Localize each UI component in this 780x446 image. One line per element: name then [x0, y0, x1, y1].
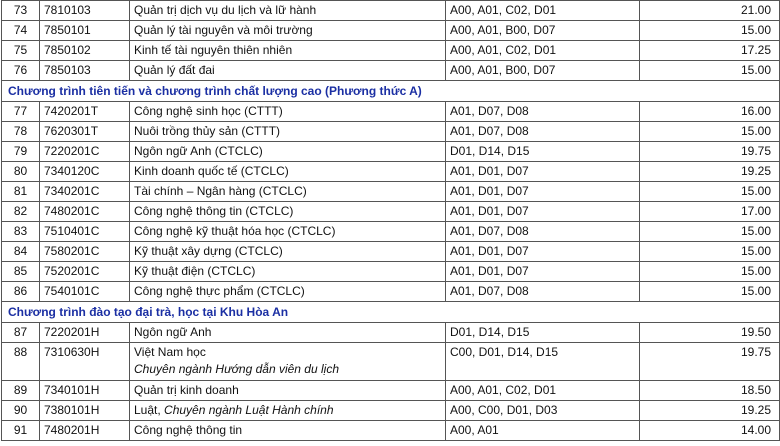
- major-name-cell: [130, 401, 446, 421]
- subject-combos: A01, D01, D07: [446, 242, 640, 262]
- major-code: 7420201T: [40, 102, 130, 122]
- cutoff-score: 19.75: [640, 142, 780, 162]
- major-name: Kinh tế tài nguyên thiên nhiên: [130, 41, 446, 61]
- major-code: 7340120C: [40, 162, 130, 182]
- subject-combos: A01, D01, D07: [446, 202, 640, 222]
- specialization-note: Chuyên ngành Hướng dẫn viên du lịch: [134, 362, 339, 376]
- major-code: 7520201C: [40, 262, 130, 282]
- subject-combos: A00, A01, B00, D07: [446, 21, 640, 41]
- major-name: Công nghệ sinh học (CTTT): [130, 102, 446, 122]
- cutoff-score: 15.00: [640, 262, 780, 282]
- major-name: Công nghệ thông tin: [130, 421, 446, 441]
- major-code: 7220201C: [40, 142, 130, 162]
- table-row: [2, 323, 780, 343]
- cutoff-score: 17.00: [640, 202, 780, 222]
- major-name: Luật,: [134, 403, 165, 417]
- major-name: Nuôi trồng thủy sản (CTTT): [130, 122, 446, 142]
- row-number: 82: [2, 202, 40, 222]
- major-code: 7810103: [40, 1, 130, 21]
- table-row: [2, 381, 780, 401]
- subject-combos: A01, D01, D07: [446, 262, 640, 282]
- section-header-row: [2, 302, 780, 323]
- row-number: 79: [2, 142, 40, 162]
- table-row: [2, 202, 780, 222]
- row-number: 74: [2, 21, 40, 41]
- major-code: 7340101H: [40, 381, 130, 401]
- row-number: 84: [2, 242, 40, 262]
- subject-combos: A00, A01, C02, D01: [446, 41, 640, 61]
- cutoff-score: 19.25: [640, 162, 780, 182]
- table-row: [2, 41, 780, 61]
- major-name: Ngôn ngữ Anh: [130, 323, 446, 343]
- subject-combos: A00, A01: [446, 421, 640, 441]
- major-code: 7850103: [40, 61, 130, 81]
- section-title: Chương trình đào tạo đại trà, học tại Khu Hòa An: [2, 302, 780, 323]
- cutoff-score: 15.00: [640, 282, 780, 302]
- major-code: 7340201C: [40, 182, 130, 202]
- subject-combos: A00, C00, D01, D03: [446, 401, 640, 421]
- row-number: 91: [2, 421, 40, 441]
- table-row: [2, 21, 780, 41]
- row-number: 83: [2, 222, 40, 242]
- major-code: 7540101C: [40, 282, 130, 302]
- major-code: 7310630H: [40, 343, 130, 381]
- major-name: Kỹ thuật điện (CTCLC): [130, 262, 446, 282]
- subject-combos: D01, D14, D15: [446, 323, 640, 343]
- major-code: 7380101H: [40, 401, 130, 421]
- row-number: 88: [2, 343, 40, 381]
- major-name: Công nghệ thực phẩm (CTCLC): [130, 282, 446, 302]
- cutoff-score: 15.00: [640, 61, 780, 81]
- table-row: [2, 61, 780, 81]
- table-row: [2, 242, 780, 262]
- major-name: Quản lý tài nguyên và môi trường: [130, 21, 446, 41]
- row-number: 89: [2, 381, 40, 401]
- table-row: [2, 282, 780, 302]
- cutoff-score: 21.00: [640, 1, 780, 21]
- major-code: 7220201H: [40, 323, 130, 343]
- major-name: Công nghệ thông tin (CTCLC): [130, 202, 446, 222]
- table-row: [2, 102, 780, 122]
- major-name: Việt Nam học: [134, 345, 206, 359]
- subject-combos: A01, D07, D08: [446, 282, 640, 302]
- row-number: 81: [2, 182, 40, 202]
- cutoff-score: 15.00: [640, 182, 780, 202]
- cutoff-score: 19.25: [640, 401, 780, 421]
- cutoff-score: 19.50: [640, 323, 780, 343]
- major-name: Quản lý đất đai: [130, 61, 446, 81]
- major-code: 7510401C: [40, 222, 130, 242]
- admission-score-table: [1, 0, 780, 441]
- cutoff-score: 19.75: [640, 343, 780, 381]
- table-row: [2, 343, 780, 381]
- row-number: 86: [2, 282, 40, 302]
- cutoff-score: 15.00: [640, 21, 780, 41]
- table-row: [2, 421, 780, 441]
- subject-combos: D01, D14, D15: [446, 142, 640, 162]
- major-code: 7850101: [40, 21, 130, 41]
- row-number: 85: [2, 262, 40, 282]
- subject-combos: A00, A01, B00, D07: [446, 61, 640, 81]
- major-name: Kỹ thuật xây dựng (CTCLC): [130, 242, 446, 262]
- table-row: [2, 401, 780, 421]
- major-name: Quản trị dịch vụ du lịch và lữ hành: [130, 1, 446, 21]
- table-row: [2, 262, 780, 282]
- subject-combos: C00, D01, D14, D15: [446, 343, 640, 381]
- cutoff-score: 15.00: [640, 222, 780, 242]
- major-name: Kinh doanh quốc tế (CTCLC): [130, 162, 446, 182]
- major-code: 7480201H: [40, 421, 130, 441]
- subject-combos: A00, A01, C02, D01: [446, 1, 640, 21]
- cutoff-score: 15.00: [640, 242, 780, 262]
- table-row: [2, 1, 780, 21]
- row-number: 80: [2, 162, 40, 182]
- subject-combos: A01, D01, D07: [446, 162, 640, 182]
- specialization-note: Chuyên ngành Luật Hành chính: [164, 403, 334, 417]
- table-row: [2, 142, 780, 162]
- row-number: 73: [2, 1, 40, 21]
- major-code: 7850102: [40, 41, 130, 61]
- major-name-cell: [130, 343, 446, 381]
- major-name: Ngôn ngữ Anh (CTCLC): [130, 142, 446, 162]
- major-code: 7480201C: [40, 202, 130, 222]
- row-number: 75: [2, 41, 40, 61]
- cutoff-score: 14.00: [640, 421, 780, 441]
- row-number: 76: [2, 61, 40, 81]
- cutoff-score: 16.00: [640, 102, 780, 122]
- major-name: Tài chính – Ngân hàng (CTCLC): [130, 182, 446, 202]
- table-row: [2, 222, 780, 242]
- row-number: 78: [2, 122, 40, 142]
- table-row: [2, 182, 780, 202]
- table-row: [2, 162, 780, 182]
- section-title: Chương trình tiên tiến và chương trình chất lượng cao (Phương thức A): [2, 81, 780, 102]
- major-name: Công nghệ kỹ thuật hóa học (CTCLC): [130, 222, 446, 242]
- row-number: 90: [2, 401, 40, 421]
- subject-combos: A00, A01, C02, D01: [446, 381, 640, 401]
- major-code: 7620301T: [40, 122, 130, 142]
- subject-combos: A01, D01, D07: [446, 182, 640, 202]
- row-number: 87: [2, 323, 40, 343]
- table-row: [2, 122, 780, 142]
- cutoff-score: 18.50: [640, 381, 780, 401]
- major-code: 7580201C: [40, 242, 130, 262]
- cutoff-score: 17.25: [640, 41, 780, 61]
- section-header-row: [2, 81, 780, 102]
- subject-combos: A01, D07, D08: [446, 222, 640, 242]
- cutoff-score: 15.00: [640, 122, 780, 142]
- subject-combos: A01, D07, D08: [446, 122, 640, 142]
- row-number: 77: [2, 102, 40, 122]
- subject-combos: A01, D07, D08: [446, 102, 640, 122]
- major-name: Quản trị kinh doanh: [130, 381, 446, 401]
